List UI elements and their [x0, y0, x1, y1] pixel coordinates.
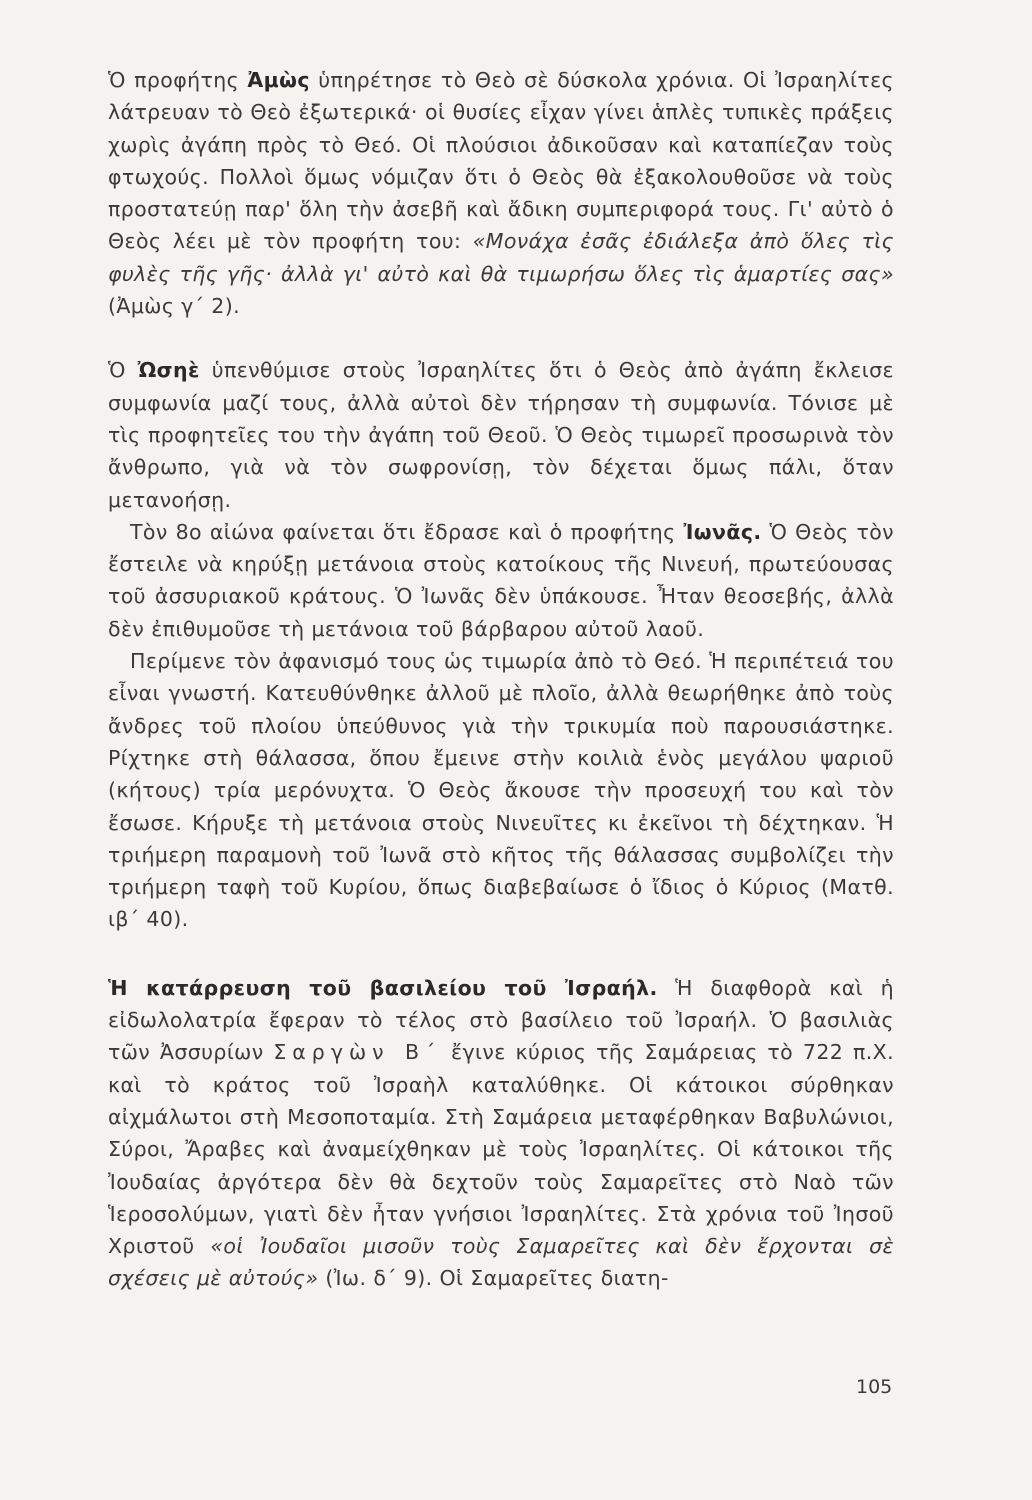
quote-john: «οἱ Ἰουδαῖοι μισοῦν τοὺς Σαμαρεῖτες καὶ δὲν ἔρχονται σὲ σχέσεις μὲ αὐτούς» — [108, 1234, 894, 1291]
quote-amos: «Μονάχα ἐσᾶς ἐδιάλεξα ἀπὸ ὅλες τὶς φυλὲς τῆς γῆς· ἀλλὰ γι' αὐτὸ καὶ θὰ τιμωρήσω ὅλες τὶς ἁμαρτίες σας» — [108, 229, 894, 286]
paragraph-hosea: Ὁ Ὠσηὲ ὑπενθύμισε στοὺς Ἰσραηλίτες ὅτι ὁ Θεὸς ἀπὸ ἀγάπη ἔκλεισε συμφωνία μαζί τους, ἀλλὰ αὐτοὶ δὲν τήρησαν τὴ συμφωνία. Τόνισε μὲ τὶς προφητεῖες του τὴν ἀγάπη τοῦ Θεοῦ. Ὁ Θεὸς τιμωρεῖ προσωρινὰ τὸν ἄνθρωπο, γιὰ νὰ τὸν σωφρονίσῃ, τὸν δέχεται ὅμως πάλι, ὅταν μετανοήσῃ. — [108, 358, 894, 512]
page-body — [108, 64, 894, 1295]
reference-amos: (Ἀμὼς γ΄ 2). — [108, 294, 241, 319]
page-number: 105 — [856, 1376, 893, 1398]
paragraph-fall-of-israel: Ἡ κατάρρευση τοῦ βασιλείου τοῦ Ἰσραήλ. Ἡ διαφθορὰ καὶ ἡ εἰδωλολατρία ἔφεραν τὸ τέλος στὸ βασίλειο τοῦ Ἰσραήλ. Ὁ βασιλιὰς τῶν Ἀσσυρίων Σαργὼν Β΄ ἔγινε κύριος τῆς Σαμάρειας τὸ 722 π.Χ. καὶ τὸ κράτος τοῦ Ἰσραὴλ καταλύθηκε. Οἱ κάτοικοι σύρθηκαν αἰχμάλωτοι στὴ Μεσοποταμία. Στὴ Σαμάρεια μεταφέρθηκαν Βαβυλώνιοι, Σύροι, Ἄραβες καὶ ἀναμείχθηκαν μὲ τοὺς Ἰσραηλίτες. Οἱ κάτοικοι τῆς Ἰουδαίας ἀργότερα δὲν θὰ δεχτοῦν τοὺς Σαμαρεῖτες στὸ Ναὸ τῶν Ἱεροσολύμων, γιατὶ δὲν ἦταν γνήσιοι Ἰσραηλίτες. Στὰ χρόνια τοῦ Ἰησοῦ Χριστοῦ «οἱ Ἰουδαῖοι μισοῦν τοὺς Σαμαρεῖτες καὶ δὲν ἔρχονται σὲ σχέσεις μὲ αὐτούς» (Ἰω. δ΄ 9). Οἱ Σαμαρεῖτες διατη- — [108, 975, 894, 1291]
name-jonah: Ἰωνᾶς. — [683, 519, 762, 544]
name-amos: Ἀμὼς — [247, 68, 310, 92]
name-sargon: Σαργὼν Β΄ — [273, 1040, 442, 1065]
paragraph-amos: Ὁ προφήτης Ἀμὼς ὑπηρέτησε τὸ Θεὸ σὲ δύσκολα χρόνια. Οἱ Ἰσραηλίτες λάτρευαν τὸ Θεὸ ἐξωτερικά· οἱ θυσίες εἶχαν γίνει ἁπλὲς τυπικὲς πράξεις χωρὶς ἀγάπη πρὸς τὸ Θεό. Οἱ πλούσιοι ἀδικοῦσαν καὶ καταπίεζαν τοὺς φτωχούς. Πολλοὶ ὅμως νόμιζαν ὅτι ὁ Θεὸς θὰ ἐξακολουθοῦσε νὰ τοὺς προστατεύῃ παρ' ὅλη τὴν ἀσεβῆ καὶ ἄδικη συμπεριφορά τους. Γι' αὐτὸ ὁ Θεὸς λέει μὲ τὸν προφήτη του: «Μονάχα ἐσᾶς ἐδιάλεξα ἀπὸ ὅλες τὶς φυλὲς τῆς γῆς· ἀλλὰ γι' αὐτὸ καὶ θὰ τιμωρήσω ὅλες τὶς ἁμαρτίες σας» (Ἀμὼς γ΄ 2). — [108, 68, 894, 319]
section-heading: Ἡ κατάρρευση τοῦ βασιλείου τοῦ Ἰσραήλ. — [108, 975, 658, 1000]
name-hosea: Ὠσηὲ — [137, 358, 200, 383]
paragraph-jonah: Τὸν 8ο αἰώνα φαίνεται ὅτι ἔδρασε καὶ ὁ προφήτης Ἰωνᾶς. Ὁ Θεὸς τὸν ἔστειλε νὰ κηρύξῃ μετάνοια στοὺς κατοίκους τῆς Νινευή, πρωτεύουσας τοῦ ἀσσυριακοῦ κράτους. Ὁ Ἰωνᾶς δὲν ὑπάκουσε. Ἦταν θεοσεβής, ἀλλὰ δὲν ἐπιθυμοῦσε τὴ μετάνοια τοῦ βάρβαρου αὐτοῦ λαοῦ. — [108, 519, 894, 641]
paragraph-jonah-story: Περίμενε τὸν ἀφανισμό τους ὡς τιμωρία ἀπὸ τὸ Θεό. Ἡ περιπέτειά του εἶναι γνωστή. Κατευθύνθηκε ἀλλοῦ μὲ πλοῖο, ἀλλὰ θεωρήθηκε ἀπὸ τοὺς ἄνδρες τοῦ πλοίου ὑπεύθυνος γιὰ τὴν τρικυμία ποὺ παρουσιάστηκε. Ρίχτηκε στὴ θάλασσα, ὅπου ἔμεινε στὴν κοιλιὰ ἑνὸς μεγάλου ψαριοῦ (κήτους) τρία μερόνυχτα. Ὁ Θεὸς ἄκουσε τὴν προσευχή του καὶ τὸν ἔσωσε. Κήρυξε τὴ μετάνοια στοὺς Νινευῖτες κι ἐκεῖνοι τὴ δέχτηκαν. Ἡ τριήμερη παραμονὴ τοῦ Ἰωνᾶ στὸ κῆτος τῆς θάλασσας συμβολίζει τὴν τριήμερη ταφὴ τοῦ Κυρίου, ὅπως διαβεβαίωσε ὁ ἴδιος ὁ Κύριος (Ματθ. ιβ΄ 40). — [108, 649, 894, 932]
